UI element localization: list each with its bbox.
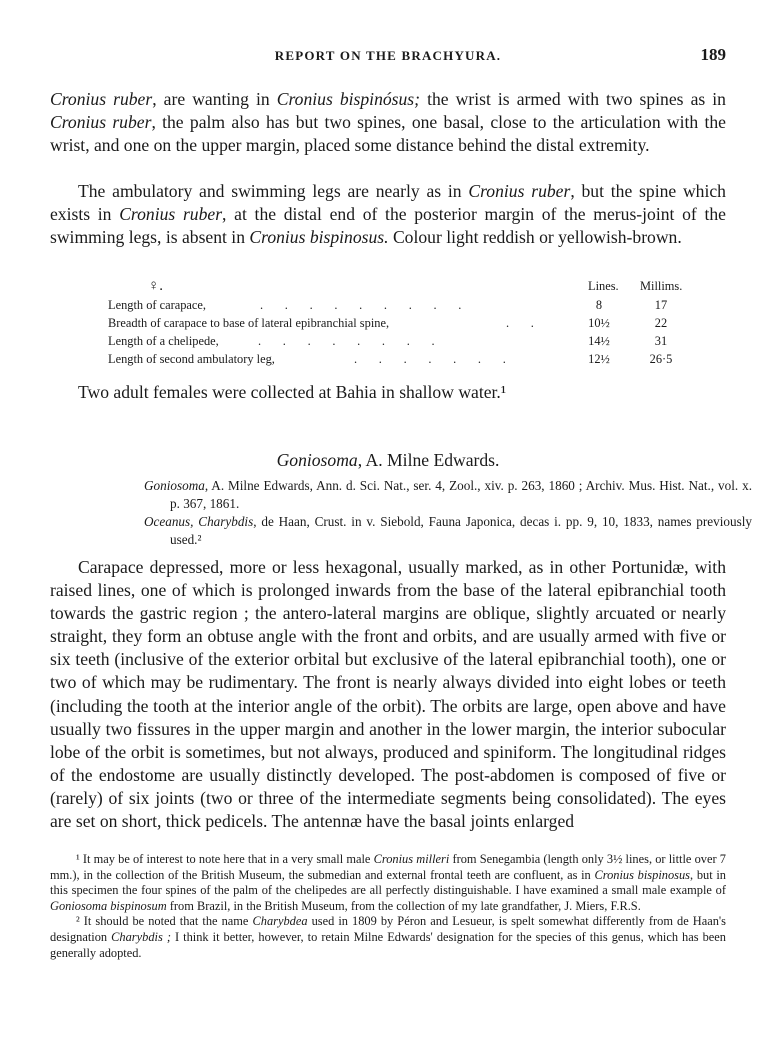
measurement-label: Breadth of carapace to base of lateral epibranchial spine, (108, 316, 390, 330)
text-run: , A. Milne Edwards, Ann. d. Sci. Nat., ser. 4, Zool., xiv. p. 263, 1860 ; Archiv. Mus. Hist. Nat., vol. x. p. 367, 1861. (170, 478, 752, 511)
text-run: , at the distal end of the posterior margin of the merus-joint of the swimming legs, is absent in (50, 204, 726, 248)
measurement-lines: 12½ (588, 352, 610, 366)
paragraph-collection-note: Two adult females were collected at Bahia in shallow water.¹ (78, 382, 507, 402)
running-title: REPORT ON THE BRACHYURA. (274, 48, 502, 63)
text-run: from Senegambia (length only 3½ lines, or little over 7 mm.), in the collection of the British Museum, the submedian and external frontal teeth are confluent, as in (50, 852, 726, 882)
measurement-lines: 10½ (588, 316, 610, 330)
italic-run: Cronius ruber (468, 181, 571, 201)
text-run: the wrist is armed with two spines as in (420, 89, 726, 109)
italic-run: Cronius milleri (373, 852, 450, 866)
text-run: from Brazil, in the British Museum, from the collection of my late grandfather, J. Miers, F.R.S. (166, 898, 641, 913)
col-head-lines: Lines. (588, 279, 619, 293)
text-run: Colour light reddish or yellowish-brown. (388, 227, 682, 248)
footnote-1 (50, 852, 726, 914)
leader-dots: . . . . . . . . . (260, 298, 462, 312)
measurement-label: Length of a chelipede, (108, 334, 219, 348)
measurement-lines: 14½ (588, 334, 610, 348)
measurement-row (108, 298, 708, 316)
text-run: I think it better, however, to retain Milne Edwards' designation for the species of this genus, which has been generally adopted. (50, 929, 726, 960)
measurement-lines: 8 (595, 298, 603, 312)
leader-dots: . . . . . . . . (258, 334, 435, 348)
synonymy-entry (144, 477, 752, 512)
col-head-millims: Millims. (640, 279, 683, 293)
measurement-millims: 17 (654, 298, 668, 312)
genus-heading (0, 450, 776, 471)
italic-run: Cronius ruber (50, 112, 152, 133)
text-run: , but the spine which exists in (50, 181, 726, 225)
text-run: , the palm also has but two spines, one basal, close to the articulation with the wrist, and one on the upper margin, placed some distance behind the distal extremity. (50, 112, 726, 156)
italic-run: Charybdea (252, 914, 308, 929)
text-run: ¹ It may be of interest to note here that in a very small male (76, 852, 374, 866)
page-number: 189 (700, 45, 726, 64)
italic-run: Oceanus, Charybdis (144, 514, 254, 529)
measurement-label: Length of carapace, (108, 298, 207, 312)
footnote-2 (50, 914, 726, 961)
leader-dots: . . . . . . . (354, 352, 506, 366)
text-run: , but in this specimen the four spines of the palm of the chelipedes are all perfectly distinguishable. I have examined a small male example of (50, 867, 727, 898)
italic-run: Goniosoma (144, 478, 205, 493)
measurement-label: Length of second ambulatory leg, (108, 352, 275, 366)
measurement-row (108, 316, 708, 334)
paragraph-genus-description: Carapace depressed, more or less hexagonal, usually marked, as in other Portunidæ, with raised lines, one of which is prolonged inwards from the base of the lateral epibranchial tooth towards the gastric region ; the antero-lateral margins are oblique, slightly arcuated or nearly straight, they form an obtuse angle with the front and orbits, and are usually armed with five or six teeth (inclusive of the exterior orbital but exclusive of the lateral epibranchial tooth), one or two of which may be rudimentary. The front is nearly always divided into eight lobes or teeth (including the tooth at the interior angle of the orbit). The orbits are large, open above and have usually two fissures in the upper margin and another in the lower margin, the interior subocular lobe of the orbit is sometimes, but not always, produced and spiniform. The longitudinal ridges of the endostome are usually distinctly developed. The post-abdomen is composed of five or (rarely) of six joints (two or three of the intermediate segments being consolidated). The eyes are set on short, thick pedicels. The antennæ have the basal joints enlarged (50, 557, 726, 832)
measurement-millims: 22 (654, 316, 668, 330)
text-run: , de Haan, Crust. in v. Siebold, Fauna Japonica, decas i. pp. 9, 10, 1833, names previously used.² (170, 514, 752, 547)
paragraph-legs-colour (50, 180, 726, 249)
text-run: The ambulatory and swimming legs are nearly as in (78, 181, 469, 201)
paragraph-wrist-spines (50, 88, 726, 157)
italic-run: Cronius ruber (119, 204, 223, 225)
text-run: ² It should be noted that the name (76, 914, 253, 929)
running-header (50, 45, 726, 68)
measurement-row (108, 352, 708, 370)
measurement-row (108, 334, 708, 352)
leader-dots: . . (506, 316, 534, 330)
italic-run: Cronius ruber (50, 89, 153, 109)
italic-run: Charybdis ; (111, 929, 171, 944)
female-sign: ♀. (148, 278, 163, 294)
genus-name: Goniosoma (276, 450, 358, 470)
text-run: used in 1809 by Péron and Lesueur, is spelt somewhat differently from de Haan's designation (50, 914, 726, 944)
italic-run: Goniosoma bispinosum (50, 898, 167, 913)
measurement-millims: 26·5 (649, 352, 673, 366)
footnotes (50, 852, 726, 961)
synonymy-entry (144, 513, 752, 548)
text-run: , are wanting in (152, 89, 277, 109)
italic-run: Cronius bispinosus (594, 867, 690, 882)
italic-run: Cronius bispinósus; (276, 89, 421, 109)
italic-run: Cronius bispinosus. (249, 227, 389, 248)
measurement-millims: 31 (654, 334, 668, 348)
genus-authority: , A. Milne Edwards. (357, 450, 500, 470)
